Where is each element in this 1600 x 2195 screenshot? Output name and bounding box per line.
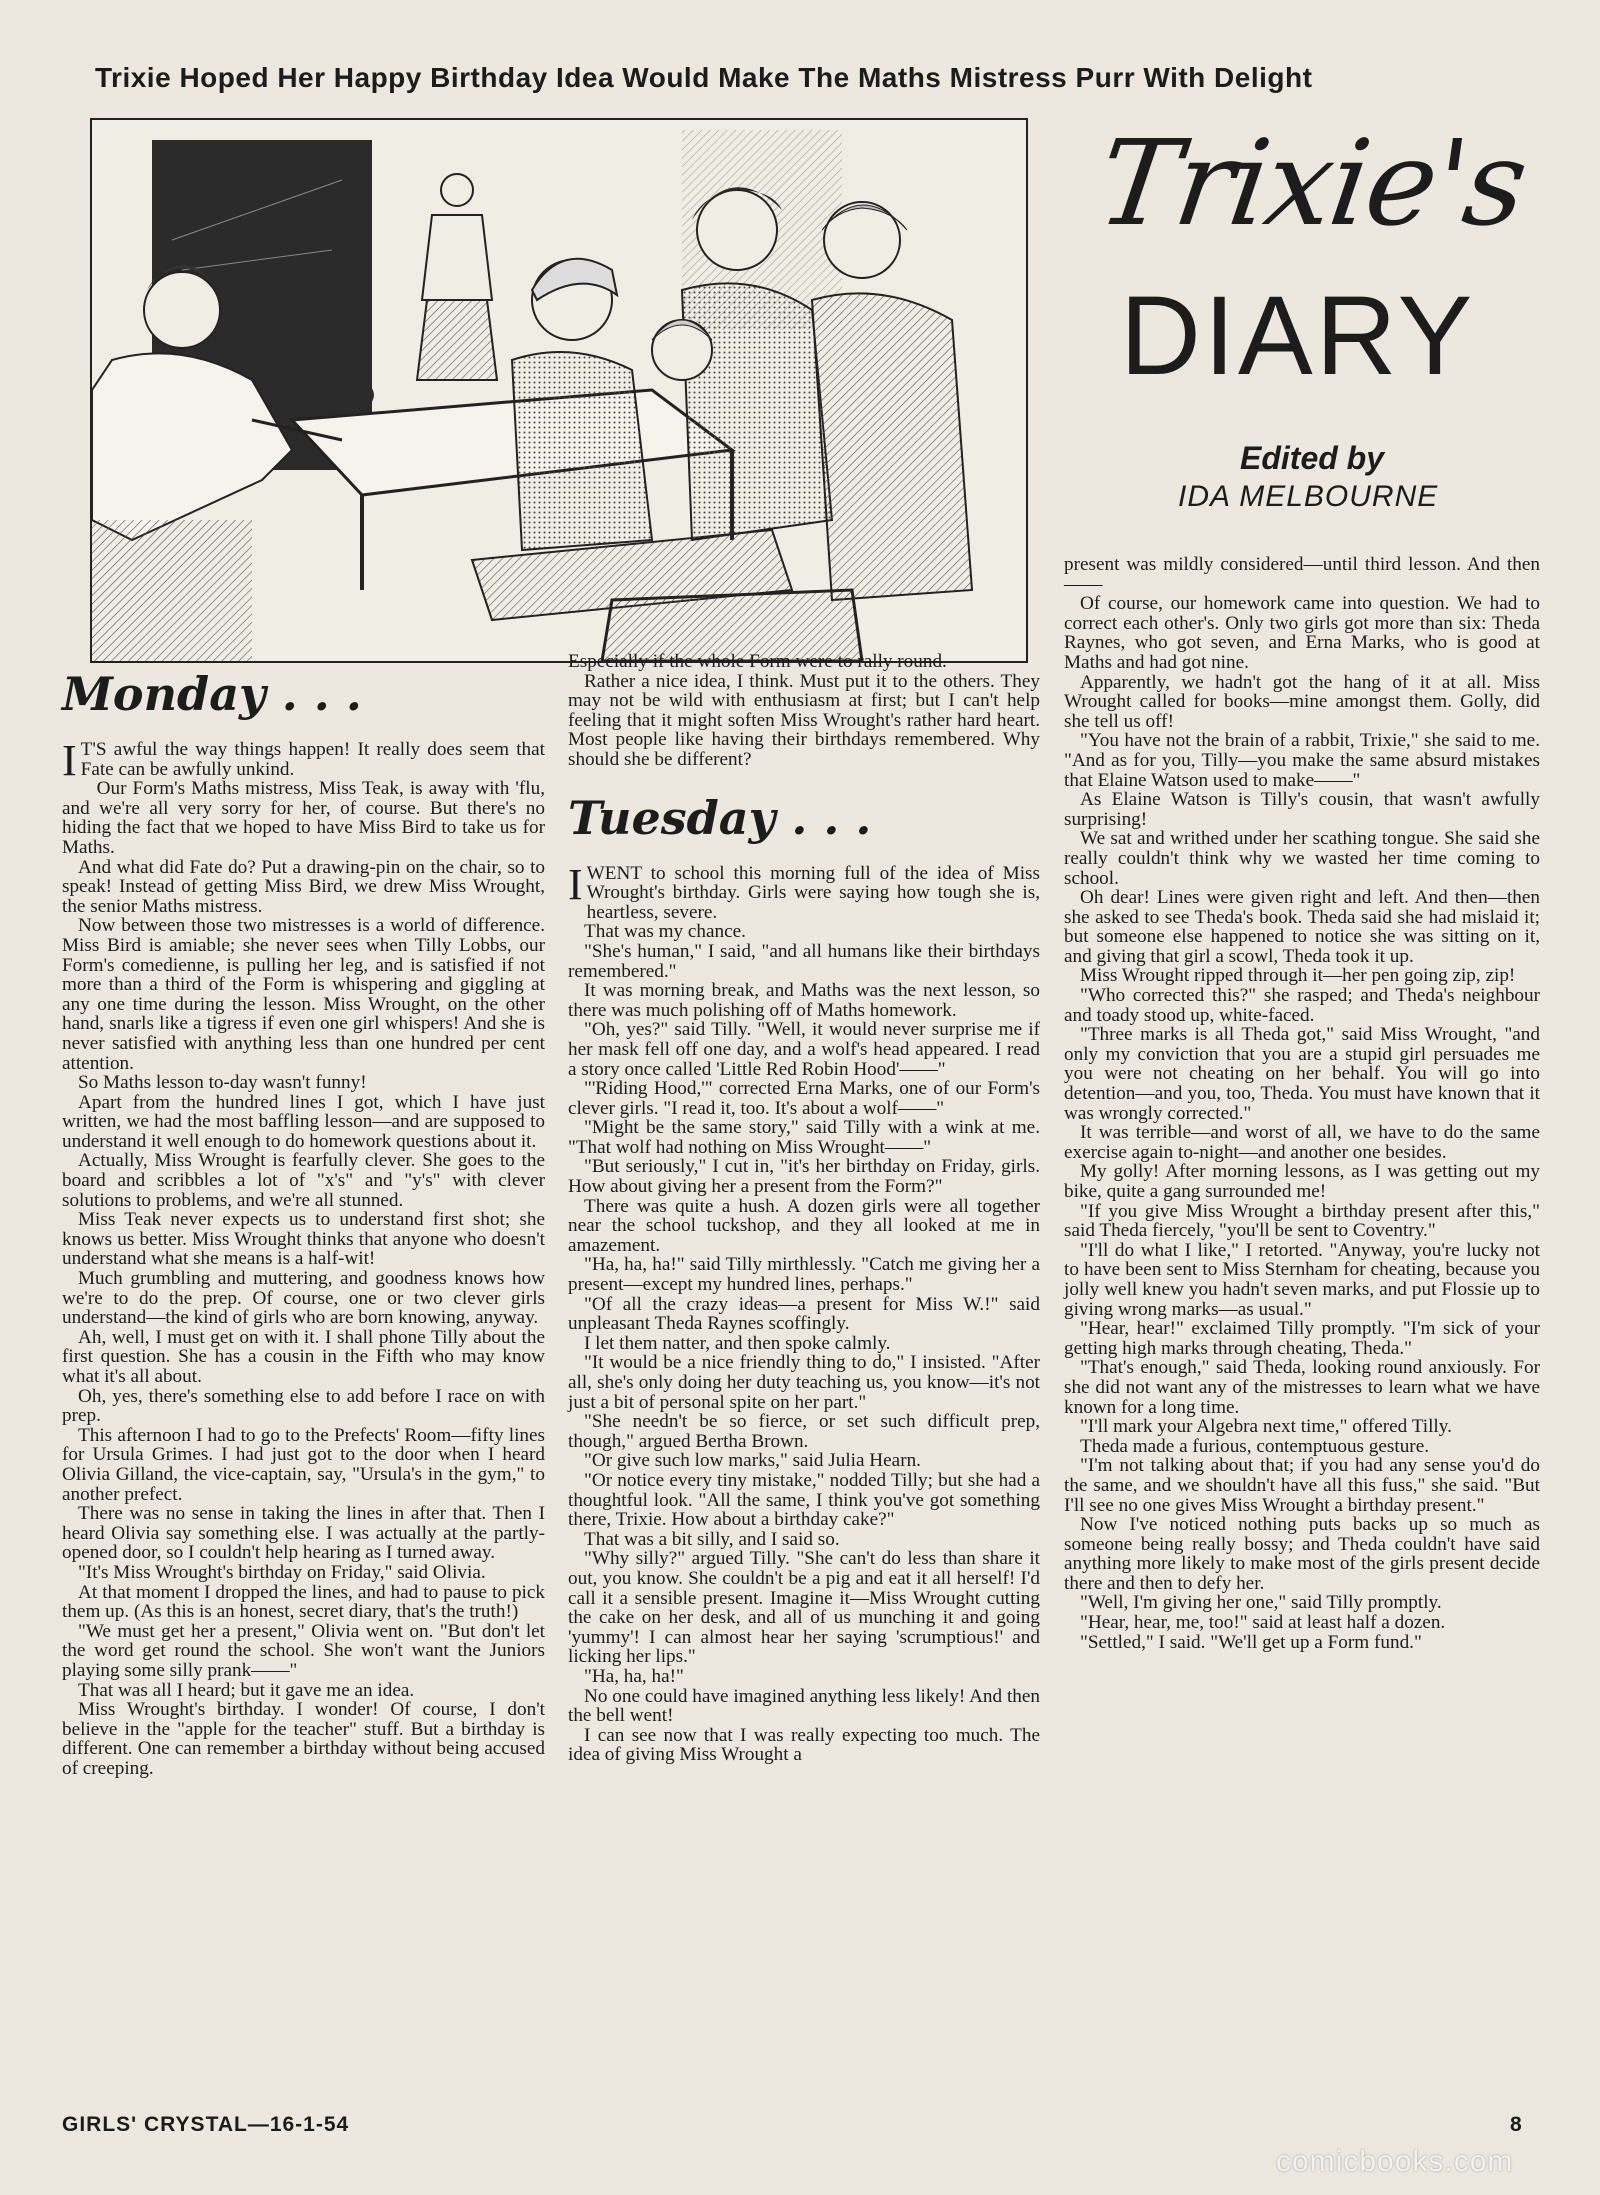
paragraph: Miss Wrought ripped through it—her pen going zip, zip! xyxy=(1080,965,1516,987)
paragraph: "Hear, hear!" exclaimed Tilly promptly. "I'm sick of your getting high marks through cheating, Theda." xyxy=(1064,1318,1540,1359)
paragraph: I let them natter, and then spoke calmly. xyxy=(584,1332,891,1354)
paragraph: Now between those two mistresses is a world of difference. Miss Bird is amiable; she never sees when Tilly Lobbs, our Form's comedienne, is pulling her leg, and is satisfied if not more than a third of the Form is whispering and giggling at any one time during the lesson. Miss Wrought, on the other hand, snarls like a tigress if even one girl whispers! And she is never satisfied with anything less than one hundred per cent attention. xyxy=(62,915,545,1074)
paragraph: That was all I heard; but it gave me an idea. xyxy=(78,1679,415,1701)
paragraph: Oh dear! Lines were given right and left. And then—then she asked to see Theda's book. Theda said she had mislaid it; but someone else happened to notice she was sitting on it, and giving that girl a scowl, Theda took it up. xyxy=(1064,887,1540,967)
paragraph: I T'S awful the way things happen! It really does seem that Fate can be awfully unkind. xyxy=(62,736,545,785)
paragraph: It was morning break, and Maths was the next lesson, so there was much polishing off of Maths homework. xyxy=(568,980,1040,1021)
paragraph: "But seriously," I cut in, "it's her birthday on Friday, girls. How about giving her a present from the Form?" xyxy=(568,1156,1040,1198)
paragraph: "Or give such low marks," said Julia Hearn. xyxy=(584,1450,921,1472)
paragraph: "It's Miss Wrought's birthday on Friday," said Olivia. xyxy=(78,1561,486,1583)
paragraph: Theda made a furious, contemptuous gesture. xyxy=(1080,1435,1430,1457)
paragraph: At that moment I dropped the lines, and had to pause to pick them up. (As this is an honest, secret diary, that's the truth!) xyxy=(62,1581,545,1623)
title-block xyxy=(1060,114,1540,558)
paragraph: Actually, Miss Wrought is fearfully clever. She goes to the board and scribbles a lot of "x's" and "y's" with clever solutions to problems, and we're all stunned. xyxy=(62,1150,545,1211)
paragraph: Our Form's Maths mistress, Miss Teak, is away with 'flu, and we're all very sorry for her, of course. But there's no hiding the fact that we hoped to have Miss Bird to take us for Maths. xyxy=(62,778,545,858)
paragraph: I can see now that I was really expecting too much. The idea of giving Miss Wrought a xyxy=(568,1724,1040,1766)
paragraph: Now I've noticed nothing puts backs up so much as someone being really bossy; and Theda couldn't have said anything more likely to make most of the girls present decide there and then to defy her. xyxy=(1064,1514,1540,1594)
drop-cap: I xyxy=(62,736,77,785)
paragraph: "Of all the crazy ideas—a present for Miss W.!" said unpleasant Theda Raynes scoffingly. xyxy=(568,1293,1040,1335)
edited-by-label: Edited by xyxy=(1240,440,1385,476)
paragraph: Ah, well, I must get on with it. I shall phone Tilly about the first question. She has a cousin in the Fifth who may know what it's all about. xyxy=(62,1326,545,1387)
day-heading-tuesday: Tuesday . . . xyxy=(568,790,872,845)
paragraph: No one could have imagined anything less likely! And then the bell went! xyxy=(568,1685,1040,1727)
title-script: Trixie's xyxy=(1090,114,1534,252)
paragraph: As Elaine Watson is Tilly's cousin, that wasn't awfully surprising! xyxy=(1064,789,1540,830)
paragraph: "Settled," I said. "We'll get up a Form fund." xyxy=(1080,1631,1422,1653)
paragraph: "I'll do what I like," I retorted. "Anyway, you're lucky not to have been sent to Miss Sternham for cheating, because you jolly well knew you hadn't seven marks, and put Flossie up to giving wrong marks—as usual." xyxy=(1064,1239,1540,1320)
paragraph: "Oh, yes?" said Tilly. "Well, it would never surprise me if her mask fell off one day, and a wolf's head appeared. I read a story once called 'Little Red Robin Hood'——" xyxy=(568,1019,1040,1080)
editor-name: IDA MELBOURNE xyxy=(1178,480,1439,513)
paragraph: There was no sense in taking the lines in after that. Then I heard Olivia say something else. I was actually at the partly-opened door, so I couldn't help hearing as I turned away. xyxy=(62,1503,545,1564)
paragraph: "She needn't be so fierce, or set such difficult prep, though," argued Bertha Brown. xyxy=(568,1411,1040,1452)
paragraph: "You have not the brain of a rabbit, Trixie," she said to me. "And as for you, Tilly—you make the same absurd mistakes that Elaine Watson used to make——" xyxy=(1064,730,1540,791)
paragraph: "Why silly?" argued Tilly. "She can't do less than share it out, you know. She couldn't be a pig and eat it all herself! I'd call it a sensible present. Imagine it—Miss Wrought cutting the cake on her desk, and all of us munching it and going 'yummy'! I can almost hear her saying 'scrumptious!' and licking her lips." xyxy=(568,1548,1040,1668)
paragraph: Oh, yes, there's something else to add before I race on with prep. xyxy=(62,1385,545,1427)
paragraph: Miss Wrought's birthday. I wonder! Of course, I don't believe in the "apple for the teacher" stuff. But a birthday is different. One can remember a birthday without being accused of creeping. xyxy=(62,1699,545,1779)
paragraph: "'Riding Hood,'" corrected Erna Marks, one of our Form's clever girls. "I read it, too. It's about a wolf——" xyxy=(568,1078,1040,1119)
paragraph: "Three marks is all Theda got," said Miss Wrought, "and only my conviction that you are a stupid girl persuades me you were not cheating on her behalf. You will go into detention—and you, too, Theda. You must have known that it was wrongly corrected." xyxy=(1064,1024,1540,1124)
paragraph: "I'm not talking about that; if you had any sense you'd do the same, and we shouldn't have all this fuss," she said. "But I'll see no one gives Miss Wrought a birthday present." xyxy=(1064,1455,1540,1516)
paragraph: "We must get her a present," Olivia went on. "But don't let the word get round the school. She won't want the Juniors playing some silly prank——" xyxy=(62,1620,545,1681)
paragraph: And what did Fate do? Put a drawing-pin on the chair, so to speak! Instead of getting Miss Bird, we drew Miss Wrought, the senior Maths mistress. xyxy=(62,856,545,917)
paragraph: present was mildly considered—until third lesson. And then—— xyxy=(1064,554,1540,595)
paragraph: Of course, our homework came into question. We had to correct each other's. Only two girls got more than six: Theda Raynes, who got seven, and Erna Marks, who is good at Maths and had got nine. xyxy=(1064,593,1540,673)
column-3 xyxy=(1064,555,1540,1652)
paragraph: "I'll mark your Algebra next time," offered Tilly. xyxy=(1080,1416,1452,1438)
footer-issue: GIRLS' CRYSTAL—16-1-54 xyxy=(62,2113,350,2136)
column-1 xyxy=(62,666,545,1778)
girl-right-small xyxy=(652,320,712,380)
paragraph: "She's human," I said, "and all humans like their birthdays remembered." xyxy=(568,940,1040,982)
paragraph: IWENT to school this morning full of the idea of Miss Wrought's birthday. Girls were saying how tough she is, heartless, severe. xyxy=(568,859,1040,923)
paragraph: Apart from the hundred lines I got, which I have just written, we had the most baffling lesson—and are supposed to understand it well enough to do homework questions about it. xyxy=(62,1091,545,1152)
paragraph: That was a bit silly, and I said so. xyxy=(584,1528,840,1550)
drop-cap: I xyxy=(568,859,583,909)
paragraph: "Well, I'm giving her one," said Tilly promptly. xyxy=(1080,1592,1442,1614)
paragraph: We sat and writhed under her scathing tongue. She said she really couldn't think why we wasted her time coming to school. xyxy=(1064,828,1540,889)
column-2 xyxy=(568,652,1040,1765)
paragraph: Apparently, we hadn't got the hang of it at all. Miss Wrought called for books—mine amongst them. Golly, did she tell us off! xyxy=(1064,671,1540,732)
story-illustration xyxy=(90,118,1028,663)
page-number: 8 xyxy=(1510,2113,1522,2136)
paragraph: "Hear, hear, me, too!" said at least half a dozen. xyxy=(1080,1612,1446,1634)
paragraph: "That's enough," said Theda, looking round anxiously. For she did not want any of the mistresses to learn what we have known for a long time. xyxy=(1064,1357,1540,1418)
paragraph: Much grumbling and muttering, and goodness knows how we're to do the prep. Of course, one or two clever girls understand—the kind of girls who are born knowing, anyway. xyxy=(62,1268,545,1329)
paragraph: "Who corrected this?" she rasped; and Theda's neighbour and toady stood up, white-faced. xyxy=(1064,985,1540,1026)
paragraph: Miss Teak never expects us to understand first shot; she knows us better. Miss Wrought thinks that anyone who doesn't understand what she means is a half-wit! xyxy=(62,1209,545,1270)
paragraph: "Might be the same story," said Tilly with a wink at me. "That wolf had nothing on Miss Wrought——" xyxy=(568,1117,1040,1158)
paragraph: "It would be a nice friendly thing to do," I insisted. "After all, she's only doing her duty teaching us, you know—it's not just a bit of personal spite on her part." xyxy=(568,1352,1040,1413)
paragraph: "Or notice every tiny mistake," nodded Tilly; but she had a thoughtful look. "All the same, I think you've got something there, Trixie. How about a birthday cake?" xyxy=(568,1469,1040,1531)
paragraph: So Maths lesson to-day wasn't funny! xyxy=(78,1072,367,1094)
paragraph: This afternoon I had to go to the Prefects' Room—fifty lines for Ursula Grimes. I had just got to the door when I heard Olivia Gilland, the vice-captain, say, "Ursula's in the gym," to another prefect. xyxy=(62,1424,545,1505)
paragraph: That was my chance. xyxy=(584,921,746,943)
paragraph: "Ha, ha, ha!" xyxy=(584,1665,684,1687)
classroom-illustration xyxy=(92,120,1026,661)
paragraph: It was terrible—and worst of all, we have to do the same exercise again to-night—and another one besides. xyxy=(1064,1122,1540,1163)
title-main: DIARY xyxy=(1120,273,1476,398)
watermark: comicbooks.com xyxy=(1276,2145,1514,2178)
paragraph: "If you give Miss Wrought a birthday present after this," said Theda fiercely, "you'll be sent to Coventry." xyxy=(1064,1200,1540,1242)
day-heading-monday: Monday . . . xyxy=(62,667,362,721)
paragraph: Especially if the whole Form were to rally round. xyxy=(568,651,947,672)
paragraph: My golly! After morning lessons, as I was getting out my bike, quite a gang surrounded me! xyxy=(1064,1161,1540,1202)
headline: Trixie Hoped Her Happy Birthday Idea Would Make The Maths Mistress Purr With Delight xyxy=(95,62,1313,93)
paragraph: Rather a nice idea, I think. Must put it to the others. They may not be wild with enthusiasm at first; but I can't help feeling that it might soften Miss Wrought's rather hard heart. Most people like having their birthdays remembered. Why should she be different? xyxy=(568,670,1040,770)
paragraph: "Ha, ha, ha!" said Tilly mirthlessly. "Catch me giving her a present—except my hundred lines, perhaps." xyxy=(568,1254,1040,1296)
paragraph: There was quite a hush. A dozen girls were all together near the school tuckshop, and they all looked at me in amazement. xyxy=(568,1195,1040,1256)
